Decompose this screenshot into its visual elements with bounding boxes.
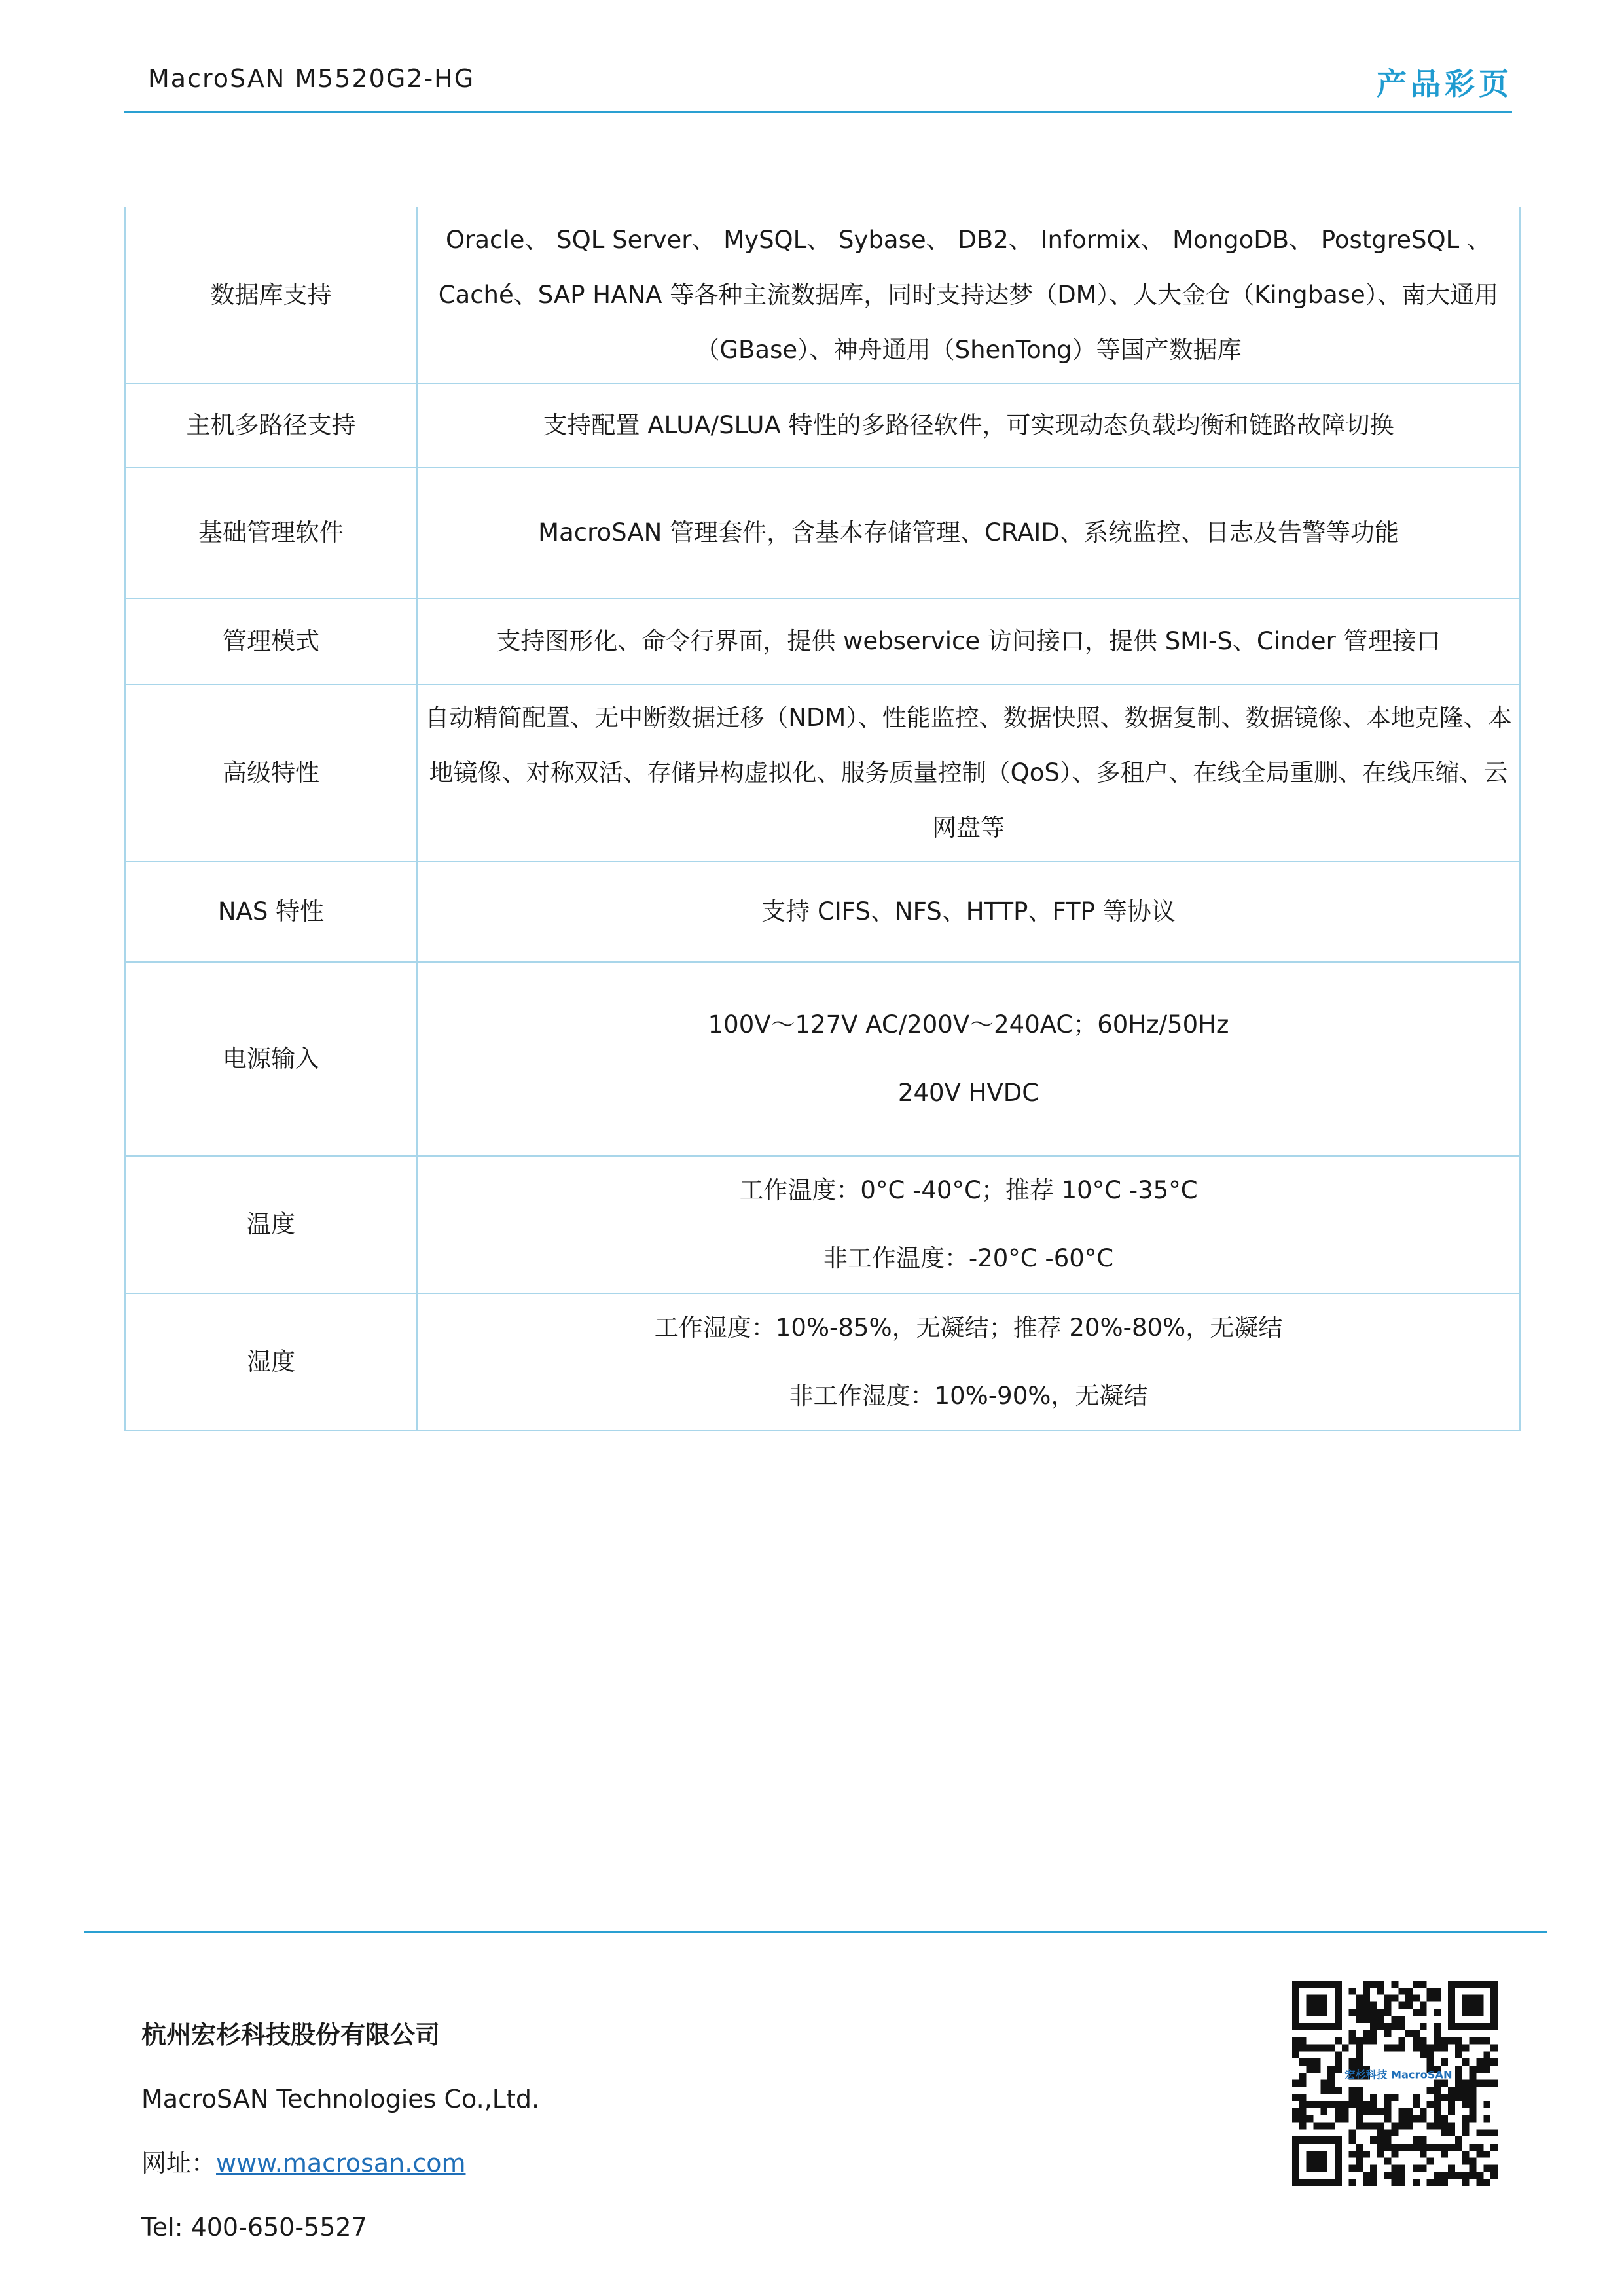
spec-value-line: Oracle、 SQL Server、 MySQL、 Sybase、 DB2、 Informix、 MongoDB、 PostgreSQL 、Caché、SAP HANA 等各种主流数据库，同时支持达梦（DM）、人大金仓（Kingbase）、南大通用（GBase）、神舟通用（ShenTong）等国产数据库: [438, 225, 1499, 364]
spec-row: [125, 1156, 1520, 1293]
spec-row: [125, 384, 1520, 467]
header-product-name: MacroSAN M5520G2-HG: [148, 64, 475, 93]
spec-value: [417, 1293, 1520, 1431]
spec-row: [125, 207, 1520, 384]
website-link[interactable]: www.macrosan.com: [216, 2149, 466, 2178]
spec-label: 湿度: [125, 1293, 417, 1431]
spec-label: 温度: [125, 1156, 417, 1293]
header-section-title: 产品彩页: [1377, 66, 1513, 101]
company-name-cn: 杭州宏杉科技股份有限公司: [141, 2020, 441, 2049]
spec-row: [125, 685, 1520, 861]
spec-value-line: 支持图形化、命令行界面，提供 webservice 访问接口，提供 SMI-S、Cinder 管理接口: [496, 627, 1441, 655]
spec-value-line: 240V HVDC: [897, 1079, 1039, 1107]
spec-value-line: 工作温度：0°C -40°C；推荐 10°C -35°C: [739, 1176, 1198, 1204]
qr-code: [1292, 1981, 1498, 2186]
spec-value: [417, 598, 1520, 685]
tel-line: Tel: 400-650-5527: [141, 2213, 367, 2242]
spec-value: [417, 962, 1520, 1156]
footer-contact: [141, 2003, 539, 2259]
website-label: 网址：: [141, 2149, 217, 2178]
qr-logo: 宏杉科技 MacroSAN: [1344, 2068, 1453, 2081]
spec-table-body: [125, 207, 1520, 1431]
spec-label: 数据库支持: [125, 207, 417, 384]
company-name-en: MacroSAN Technologies Co.,Ltd.: [141, 2085, 540, 2113]
header-divider: [124, 111, 1512, 113]
spec-value: [417, 207, 1520, 384]
spec-label: 管理模式: [125, 598, 417, 685]
spec-value: [417, 384, 1520, 467]
website-line: [141, 2131, 539, 2195]
spec-label: 主机多路径支持: [125, 384, 417, 467]
spec-label: 电源输入: [125, 962, 417, 1156]
spec-value-line: MacroSAN 管理套件，含基本存储管理、CRAID、系统监控、日志及告警等功能: [538, 518, 1399, 547]
spec-value: [417, 1156, 1520, 1293]
spec-label: 基础管理软件: [125, 467, 417, 598]
spec-row: [125, 467, 1520, 598]
spec-value-line: 100V～127V AC/200V～240AC；60Hz/50Hz: [708, 1011, 1229, 1039]
spec-value-line: 非工作温度：-20°C -60°C: [823, 1244, 1114, 1272]
footer-divider: [84, 1931, 1547, 1933]
spec-value-line: 工作湿度：10%-85%，无凝结；推荐 20%-80%，无凝结: [654, 1314, 1283, 1342]
spec-value: [417, 861, 1520, 962]
spec-label: NAS 特性: [125, 861, 417, 962]
spec-table: [124, 207, 1521, 1431]
spec-value-line: 支持配置 ALUA/SLUA 特性的多路径软件，可实现动态负载均衡和链路故障切换: [543, 411, 1394, 439]
spec-row: [125, 598, 1520, 685]
spec-value-line: 自动精简配置、无中断数据迁移（NDM）、性能监控、数据快照、数据复制、数据镜像、本地克隆、本地镜像、对称双活、存储异构虚拟化、服务质量控制（QoS）、多租户、在线全局重删、在线压缩、云网盘等: [425, 704, 1512, 842]
spec-value: [417, 467, 1520, 598]
spec-row: [125, 962, 1520, 1156]
spec-value-line: 非工作湿度：10%-90%，无凝结: [789, 1382, 1148, 1410]
spec-value-line: 支持 CIFS、NFS、HTTP、FTP 等协议: [761, 897, 1176, 925]
spec-row: [125, 861, 1520, 962]
spec-row: [125, 1293, 1520, 1431]
spec-label: 高级特性: [125, 685, 417, 861]
spec-value: [417, 685, 1520, 861]
